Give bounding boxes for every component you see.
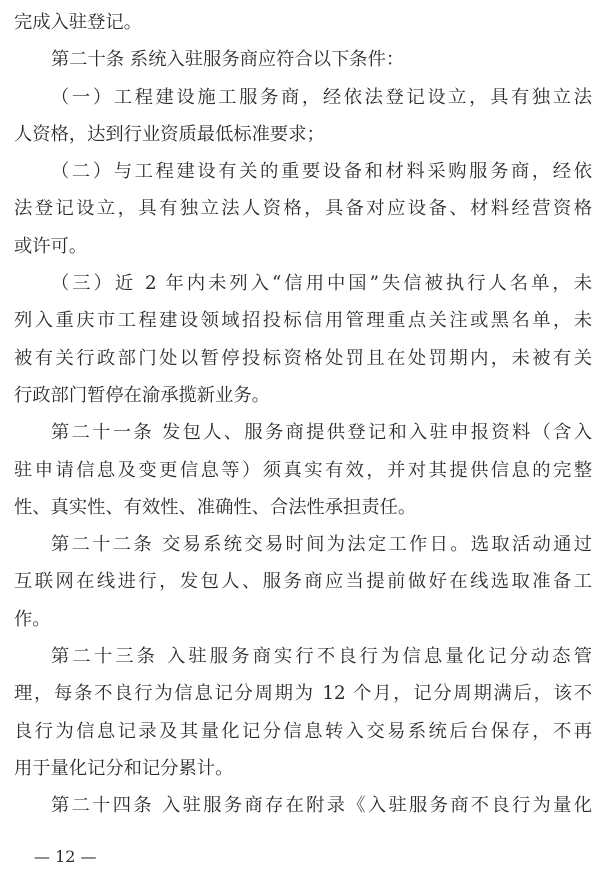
body-text — [14, 4, 592, 825]
text-line: 第二十二条 交易系统交易时间为法定工作日。选取活动通过 — [51, 534, 592, 556]
text-line: 法登记设立，具有独立法人资格，具备对应设备、材料经营资格 — [14, 198, 592, 220]
text-line: 良行为信息记录及其量化记分信息转入交易系统后台保存，不再 — [14, 720, 592, 742]
text-line: 第二十条 系统入驻服务商应符合以下条件： — [51, 49, 405, 71]
text-line: 人资格，达到行业资质最低标准要求； — [14, 123, 325, 145]
text-line: 行政部门暂停在渝承揽新业务。 — [14, 384, 270, 406]
text-line: 完成入驻登记。 — [14, 12, 142, 33]
text-line: 列入重庆市工程建设领域招投标信用管理重点关注或黑名单，未 — [14, 310, 592, 332]
text-line: 用于量化记分和记分累计。 — [14, 757, 234, 779]
text-line: （一）工程建设施工服务商，经依法登记设立，具有独立法 — [51, 86, 592, 108]
text-line: （三）近 2 年内未列入“信用中国”失信被执行人名单，未 — [51, 273, 592, 295]
text-line: 理，每条不良行为信息记分周期为 12 个月，记分周期满后，该不 — [14, 683, 592, 705]
text-line: 作。 — [14, 608, 51, 630]
text-line: 驻申请信息及变更信息等）须真实有效，并对其提供信息的完整 — [14, 459, 592, 481]
text-line: （二）与工程建设有关的重要设备和材料采购服务商，经依 — [51, 161, 592, 183]
page-number: — 12 — — [34, 847, 97, 866]
text-line: 性、真实性、有效性、准确性、合法性承担责任。 — [14, 496, 417, 518]
text-line: 第二十四条 入驻服务商存在附录《入驻服务商不良行为量化 — [51, 795, 592, 817]
text-line: 被有关行政部门处以暂停投标资格处罚且在处罚期内，未被有关 — [14, 347, 592, 369]
text-line: 第二十三条 入驻服务商实行不良行为信息量化记分动态管 — [51, 646, 592, 668]
text-line: 或许可。 — [14, 235, 88, 257]
text-line: 第二十一条 发包人、服务商提供登记和入驻申报资料（含入 — [51, 422, 592, 444]
text-line: 互联网在线进行，发包人、服务商应当提前做好在线选取准备工 — [14, 571, 592, 593]
